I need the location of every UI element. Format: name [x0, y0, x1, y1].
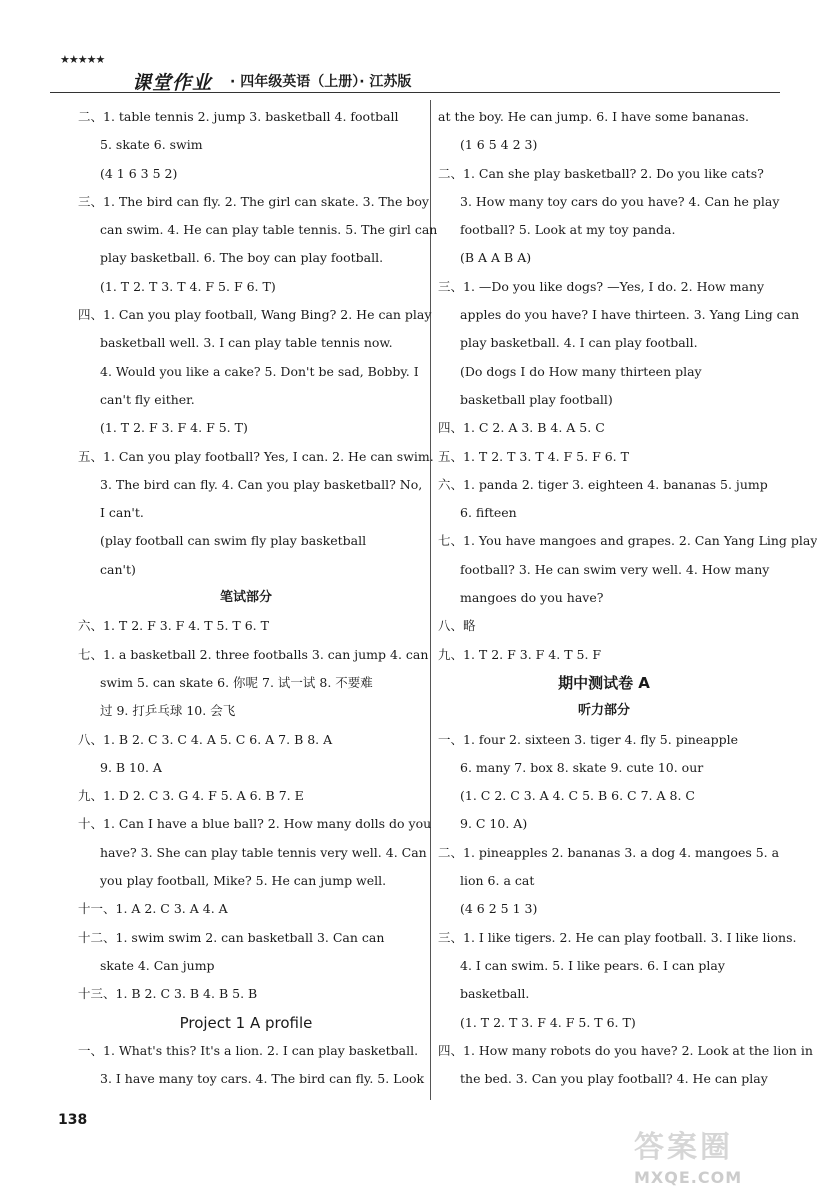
answer-line: lion 6. a cat	[460, 873, 535, 889]
answer-line: 四、1. How many robots do you have? 2. Look at the lion in	[438, 1042, 813, 1058]
answer-line: (1. C 2. C 3. A 4. C 5. B 6. C 7. A 8. C	[460, 788, 695, 804]
answer-line: (4 1 6 3 5 2)	[100, 165, 178, 181]
answer-line: 四、1. Can you play football, Wang Bing? 2. He can play	[78, 307, 432, 323]
answer-line: 七、1. You have mangoes and grapes. 2. Can Yang Ling play	[438, 533, 817, 549]
answer-line: can swim. 4. He can play table tennis. 5. The girl can	[100, 222, 438, 238]
answer-line: mangoes do you have?	[460, 590, 604, 606]
answer-line: 十三、1. B 2. C 3. B 4. B 5. B	[78, 986, 258, 1002]
answer-line: 四、1. C 2. A 3. B 4. A 5. C	[438, 420, 605, 436]
answer-line: 五、1. Can you play football? Yes, I can. 2. He can swim.	[78, 448, 434, 464]
answer-line: 十、1. Can I have a blue ball? 2. How many dolls do you	[78, 816, 432, 832]
section-heading: 听力部分	[577, 703, 630, 719]
answer-line: 9. C 10. A)	[460, 816, 528, 832]
series-subtitle: · 四年级英语（上册）· 江苏版	[230, 74, 412, 90]
answer-line: (play football can swim fly play basketball	[100, 533, 367, 549]
answer-line: (1. T 2. T 3. F 4. F 5. T 6. T)	[460, 1014, 636, 1030]
answer-line: have? 3. She can play table tennis very well. 4. Can	[100, 844, 427, 860]
answer-line: (4 6 2 5 1 3)	[460, 901, 538, 917]
answer-line: football? 3. He can swim very well. 4. How many	[460, 561, 770, 577]
answer-line: skate 4. Can jump	[100, 957, 215, 973]
answer-line: 九、1. T 2. F 3. F 4. T 5. F	[438, 646, 602, 662]
series-title: 课堂作业	[132, 72, 213, 94]
answer-line: 八、略	[438, 618, 476, 634]
answer-line: you play football, Mike? 5. He can jump well.	[100, 873, 387, 889]
answer-line: can't)	[100, 561, 136, 577]
answer-line: can't fly either.	[100, 391, 195, 407]
answer-line: 过 9. 打乒乓球 10. 会飞	[100, 703, 236, 719]
left-column	[78, 103, 438, 1093]
page-number: 138	[58, 1112, 88, 1128]
answer-line: 十一、1. A 2. C 3. A 4. A	[78, 901, 228, 917]
answer-line: 二、1. Can she play basketball? 2. Do you like cats?	[438, 165, 764, 181]
answer-line: 3. The bird can fly. 4. Can you play basketball? No,	[100, 476, 423, 492]
answer-line: (1 6 5 4 2 3)	[460, 137, 538, 153]
project-heading: Project 1 A profile	[179, 1013, 313, 1032]
answer-line: (1. T 2. T 3. T 4. F 5. F 6. T)	[100, 278, 276, 294]
answer-line: at the boy. He can jump. 6. I have some bananas.	[438, 109, 750, 124]
answer-line: 五、1. T 2. T 3. T 4. F 5. F 6. T	[438, 448, 629, 464]
answer-line: basketball play football)	[460, 391, 613, 407]
answer-line: 一、1. What's this? It's a lion. 2. I can play basketball.	[78, 1042, 419, 1058]
section-heading: 笔试部分	[219, 590, 272, 606]
answer-line: 3. I have many toy cars. 4. The bird can fly. 5. Look	[100, 1071, 425, 1087]
answer-line: 5. skate 6. swim	[100, 137, 203, 153]
answer-line: 二、1. pineapples 2. bananas 3. a dog 4. mangoes 5. a	[438, 844, 780, 860]
header-divider	[50, 92, 780, 93]
answer-line: play basketball. 4. I can play football.	[460, 335, 698, 351]
answer-line: swim 5. can skate 6. 你呢 7. 试一试 8. 不要难	[100, 674, 373, 690]
answer-line: play basketball. 6. The boy can play football.	[100, 250, 384, 266]
answer-line: 九、1. D 2. C 3. G 4. F 5. A 6. B 7. E	[78, 788, 304, 804]
answer-line: football? 5. Look at my toy panda.	[460, 222, 676, 238]
answer-line: the bed. 3. Can you play football? 4. He can play	[460, 1071, 768, 1087]
answer-line: (1. T 2. F 3. F 4. F 5. T)	[100, 420, 248, 436]
answer-line: 三、1. I like tigers. 2. He can play football. 3. I like lions.	[438, 929, 797, 945]
answer-line: 3. How many toy cars do you have? 4. Can he play	[460, 193, 780, 209]
watermark-url: MXQE.COM	[634, 1168, 743, 1187]
answer-line: 一、1. four 2. sixteen 3. tiger 4. fly 5. pineapple	[438, 731, 738, 747]
answer-line: 4. Would you like a cake? 5. Don't be sad, Bobby. I	[100, 363, 419, 379]
answer-line: (B A A B A)	[460, 250, 532, 266]
answer-line: 七、1. a basketball 2. three footballs 3. can jump 4. can	[78, 646, 429, 662]
answer-line: 十二、1. swim swim 2. can basketball 3. Can can	[78, 929, 385, 945]
answer-line: 六、1. T 2. F 3. F 4. T 5. T 6. T	[78, 618, 269, 634]
test-title: 期中测试卷 A	[558, 673, 650, 692]
answer-line: (Do dogs I do How many thirteen play	[460, 363, 702, 379]
answer-line: 6. fifteen	[460, 505, 517, 521]
answer-line: 三、1. The bird can fly. 2. The girl can skate. 3. The boy	[78, 193, 429, 209]
watermark	[634, 1122, 784, 1192]
answer-line: 八、1. B 2. C 3. C 4. A 5. C 6. A 7. B 8. A	[78, 731, 333, 747]
answer-line: 二、1. table tennis 2. jump 3. basketball 4. football	[78, 109, 399, 124]
page-header	[60, 55, 760, 95]
answer-line: 6. many 7. box 8. skate 9. cute 10. our	[460, 759, 704, 775]
stars-logo-icon: ★★★★★	[60, 53, 105, 66]
answer-line: basketball well. 3. I can play table tennis now.	[100, 335, 393, 351]
column-divider	[430, 100, 431, 1100]
answer-line: 六、1. panda 2. tiger 3. eighteen 4. bananas 5. jump	[438, 476, 768, 492]
answer-line: 三、1. —Do you like dogs? —Yes, I do. 2. How many	[438, 278, 765, 294]
answer-line: basketball.	[460, 986, 530, 1002]
answer-line: apples do you have? I have thirteen. 3. Yang Ling can	[460, 307, 800, 323]
right-column	[438, 103, 817, 1093]
answer-line: 9. B 10. A	[100, 759, 162, 775]
watermark-logo: 答案圈	[634, 1130, 733, 1165]
answer-line: 4. I can swim. 5. I like pears. 6. I can play	[460, 957, 725, 973]
answer-line: I can't.	[100, 505, 144, 521]
